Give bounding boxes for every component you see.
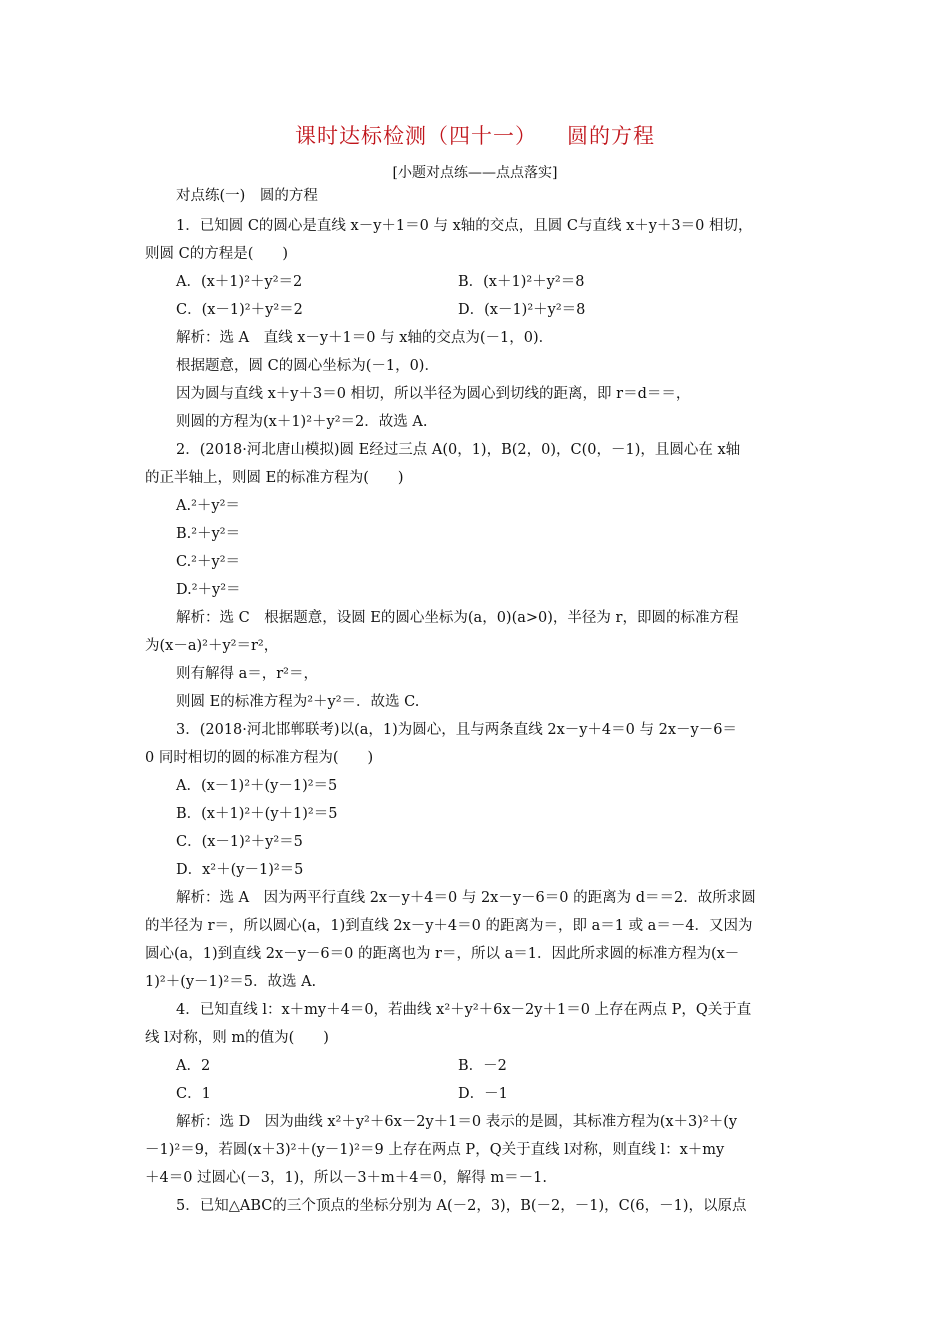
q1-solution-4: 则圆的方程为(x＋1)²＋y²＝2．故选 A. bbox=[176, 414, 428, 430]
q1-solution-2: 根据题意，圆 C的圆心坐标为(－1，0)． bbox=[176, 358, 439, 374]
page-title bbox=[0, 120, 950, 150]
q4-solution-2: －1)²＝9，若圆(x＋3)²＋(y－1)²＝9 上存在两点 P，Q关于直线 l对称，则直线 l：x＋my bbox=[145, 1142, 725, 1158]
q2-line1: 2．(2018·河北唐山模拟)圆 E经过三点 A(0，1)，B(2，0)，C(0，－1)，且圆心在 x轴 bbox=[176, 442, 741, 458]
q1-solution-3: 因为圆与直线 x＋y＋3＝0 相切，所以半径为圆心到切线的距离，即 r＝d＝＝， bbox=[176, 386, 691, 402]
q2-line2: 的正半轴上，则圆 E的标准方程为( ) bbox=[145, 470, 404, 486]
q2-solution-4: 则圆 E的标准方程为²＋y²＝．故选 C. bbox=[176, 694, 420, 710]
q3-line2: 0 同时相切的圆的标准方程为( ) bbox=[145, 750, 374, 766]
q4-line1: 4．已知直线 l：x＋my＋4＝0，若曲线 x²＋y²＋6x－2y＋1＝0 上存在两点 P，Q关于直 bbox=[176, 1002, 752, 1018]
q3-option-b: B．(x＋1)²＋(y＋1)²＝5 bbox=[176, 806, 338, 822]
q4-solution-1: 解析：选 D 因为曲线 x²＋y²＋6x－2y＋1＝0 表示的是圆，其标准方程为(x＋3)²＋(y bbox=[176, 1114, 738, 1130]
q4-solution-3: ＋4＝0 过圆心(－3，1)，所以－3＋m＋4＝0，解得 m＝－1. bbox=[145, 1170, 547, 1186]
q1-line2: 则圆 C的方程是( ) bbox=[145, 246, 289, 262]
q1-option-b: B．(x＋1)²＋y²＝8 bbox=[458, 274, 585, 290]
q3-solution-1: 解析：选 A 因为两平行直线 2x－y＋4＝0 与 2x－y－6＝0 的距离为 d＝＝2．故所求圆 bbox=[176, 890, 756, 906]
q3-option-d: D．x²＋(y－1)²＝5 bbox=[176, 862, 304, 878]
q1-solution-1: 解析：选 A 直线 x－y＋1＝0 与 x轴的交点为(－1，0)． bbox=[176, 330, 554, 346]
q2-option-b: B.²＋y²＝ bbox=[176, 526, 241, 542]
q3-solution-2: 的半径为 r＝，所以圆心(a，1)到直线 2x－y＋4＝0 的距离为＝，即 a＝1 或 a＝－4．又因为 bbox=[145, 918, 753, 934]
q4-option-a: A．2 bbox=[176, 1058, 211, 1074]
q1-option-a: A．(x＋1)²＋y²＝2 bbox=[176, 274, 303, 290]
q3-solution-4: 1)²＋(y－1)²＝5．故选 A. bbox=[145, 974, 317, 990]
q1-option-d: D．(x－1)²＋y²＝8 bbox=[458, 302, 586, 318]
q4-option-c: C．1 bbox=[176, 1086, 211, 1102]
q2-option-c: C.²＋y²＝ bbox=[176, 554, 241, 570]
section-heading: 对点练(一) 圆的方程 bbox=[176, 188, 318, 204]
q2-solution-1: 解析：选 C 根据题意，设圆 E的圆心坐标为(a，0)(a>0)，半径为 r，即圆的标准方程 bbox=[176, 610, 739, 626]
q1-option-c: C．(x－1)²＋y²＝2 bbox=[176, 302, 303, 318]
title-topic: 圆的方程 bbox=[567, 124, 655, 148]
q4-option-b: B．－2 bbox=[458, 1058, 507, 1074]
q2-option-d: D.²＋y²＝ bbox=[176, 582, 241, 598]
q3-option-c: C．(x－1)²＋y²＝5 bbox=[176, 834, 303, 850]
q2-option-a: A.²＋y²＝ bbox=[176, 498, 240, 514]
q2-solution-2: 为(x－a)²＋y²＝r²， bbox=[145, 638, 279, 654]
q3-solution-3: 圆心(a，1)到直线 2x－y－6＝0 的距离也为 r＝，所以 a＝1．因此所求圆的标准方程为(x－ bbox=[145, 946, 740, 962]
page-subtitle: [小题对点练——点点落实] bbox=[392, 165, 558, 181]
q4-option-d: D．－1 bbox=[458, 1086, 508, 1102]
q1-line1: 1．已知圆 C的圆心是直线 x－y＋1＝0 与 x轴的交点，且圆 C与直线 x＋y＋3＝0 相切， bbox=[176, 218, 753, 234]
q3-line1: 3．(2018·河北邯郸联考)以(a，1)为圆心，且与两条直线 2x－y＋4＝0 与 2x－y－6＝ bbox=[176, 722, 737, 738]
q4-line2: 线 l对称，则 m的值为( ) bbox=[145, 1030, 329, 1046]
q2-solution-3: 则有解得 a＝，r²＝， bbox=[176, 666, 318, 682]
title-main: 课时达标检测（四十一） bbox=[295, 124, 537, 148]
q3-option-a: A．(x－1)²＋(y－1)²＝5 bbox=[176, 778, 338, 794]
q5-line1: 5．已知△ABC的三个顶点的坐标分别为 A(－2，3)，B(－2，－1)，C(6，－1)，以原点 bbox=[176, 1198, 747, 1214]
